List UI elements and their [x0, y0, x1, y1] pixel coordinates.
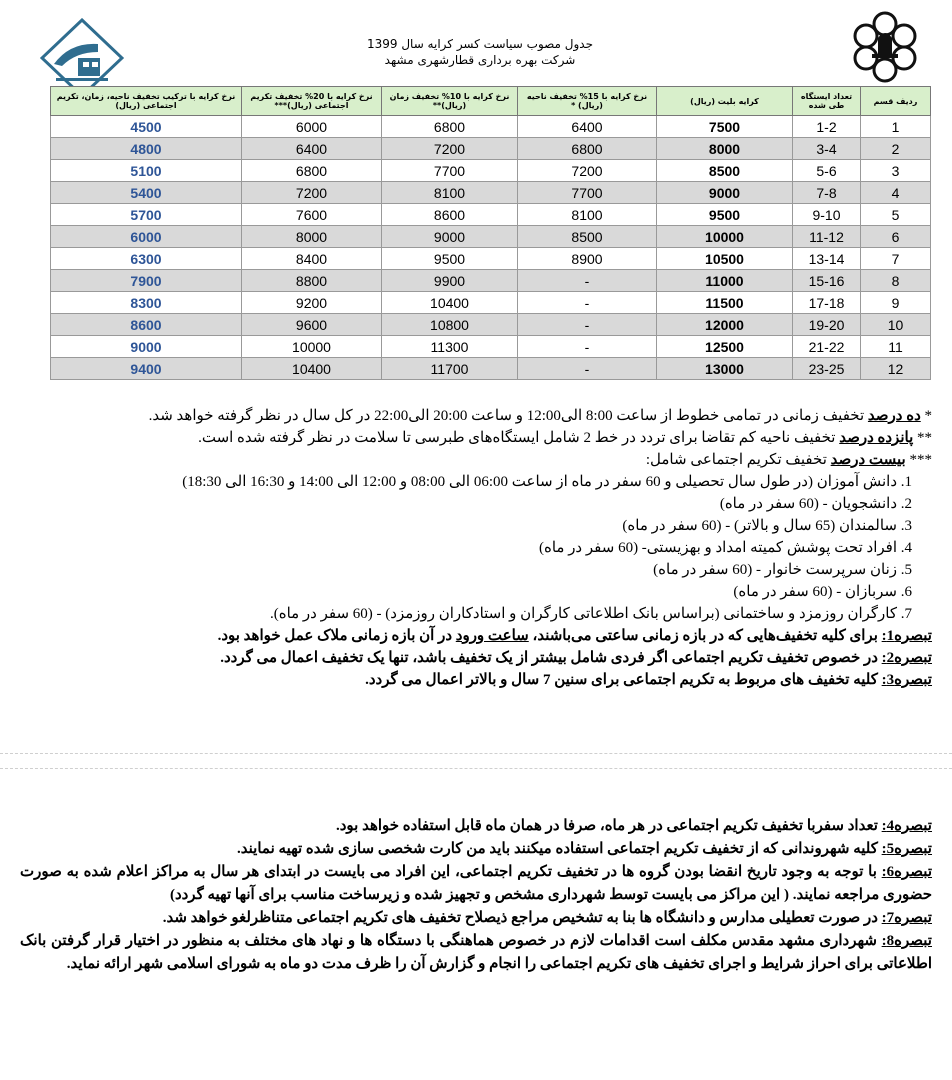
- footnote-label: تبصره6:: [881, 864, 933, 880]
- cell-combined-discount: 9000: [51, 336, 242, 358]
- footnote-text: تعداد سفربا تخفیف تکریم اجتماعی در هر ماه، صرفا در همان ماه قابل استفاده خواهد بود.: [335, 818, 882, 834]
- note-bold: پانزده درصد: [839, 430, 914, 446]
- cell-combined-discount: 7900: [51, 270, 242, 292]
- footnote-text: کلیه تخفیف های مربوط به تکریم اجتماعی برای سنین 7 سال و بالاتر اعمال می گردد.: [365, 672, 882, 688]
- cell-row-number: 8: [861, 270, 931, 292]
- cell-social-discount: 6800: [242, 160, 382, 182]
- note-social-discount: [20, 449, 932, 471]
- table-row: [51, 270, 931, 292]
- footnote-7: [20, 907, 932, 930]
- cell-area-discount: 6800: [518, 138, 657, 160]
- table-row: [51, 248, 931, 270]
- note-bold: ده درصد: [867, 408, 921, 424]
- header-stations: تعداد ایستگاه طی شده: [793, 87, 861, 116]
- cell-combined-discount: 5700: [51, 204, 242, 226]
- note-marker: ***: [905, 452, 932, 468]
- cell-area-discount: 8500: [518, 226, 657, 248]
- cell-ticket-fare: 13000: [657, 358, 793, 380]
- cell-ticket-fare: 8500: [657, 160, 793, 182]
- note-text: تخفیف ناحیه کم تقاضا برای تردد در خط 2 شامل ایستگاه‌های طبرسی تا سلامت در نظر گرفته شده است.: [198, 430, 840, 446]
- cell-ticket-fare: 11500: [657, 292, 793, 314]
- cell-area-discount: -: [518, 336, 657, 358]
- cell-row-number: 9: [861, 292, 931, 314]
- table-row: [51, 116, 931, 138]
- notes-section-2: [20, 815, 932, 976]
- cell-stations: 1-2: [793, 116, 861, 138]
- cell-stations: 7-8: [793, 182, 861, 204]
- cell-area-discount: 7200: [518, 160, 657, 182]
- cell-ticket-fare: 10000: [657, 226, 793, 248]
- table-row: [51, 336, 931, 358]
- list-item: 1. دانش آموزان (در طول سال تحصیلی و 60 سفر در ماه از ساعت 06:00 الی 08:00 و 12:00 الی 14:00 و 16:30 الی 18:30): [182, 474, 912, 490]
- table-row: [51, 226, 931, 248]
- cell-row-number: 7: [861, 248, 931, 270]
- header-combined-discount: نرخ کرایه با ترکیب تخفیف ناحیه، زمان، تکریم اجتماعی (ریال): [51, 87, 242, 116]
- list-item: 4. افراد تحت پوشش کمیته امداد و بهزیستی- (60 سفر در ماه): [538, 540, 912, 556]
- footnote-5: [20, 838, 932, 861]
- table-row: [51, 292, 931, 314]
- social-discount-list: [20, 471, 932, 625]
- cell-social-discount: 7200: [242, 182, 382, 204]
- list-item: 7. کارگران روزمزد و ساختمانی (براساس بانک اطلاعاتی کارگران و استادکاران روزمزد) - (60 سفر در ماه).: [269, 606, 912, 622]
- cell-combined-discount: 8600: [51, 314, 242, 336]
- header-ticket-fare: کرایه بلیت (ریال): [657, 87, 793, 116]
- cell-row-number: 4: [861, 182, 931, 204]
- footnote-label: تبصره2:: [881, 650, 932, 666]
- cell-ticket-fare: 9000: [657, 182, 793, 204]
- footnote-label: تبصره4:: [881, 818, 932, 834]
- cell-stations: 15-16: [793, 270, 861, 292]
- footnote-label: تبصره5:: [881, 841, 932, 857]
- footnote-label: تبصره8:: [881, 933, 932, 949]
- cell-time-discount: 9000: [382, 226, 518, 248]
- list-item: 5. زنان سرپرست خانوار - (60 سفر در ماه): [653, 562, 912, 578]
- cell-ticket-fare: 11000: [657, 270, 793, 292]
- footnote-4: [20, 815, 932, 838]
- cell-time-discount: 10800: [382, 314, 518, 336]
- cell-social-discount: 6000: [242, 116, 382, 138]
- cell-combined-discount: 4500: [51, 116, 242, 138]
- page-divider: [0, 753, 952, 754]
- cell-row-number: 3: [861, 160, 931, 182]
- cell-row-number: 11: [861, 336, 931, 358]
- list-item: 3. سالمندان (65 سال و بالاتر) - (60 سفر در ماه): [622, 518, 912, 534]
- footnote-text: برای کلیه تخفیف‌هایی که در بازه زمانی ساعتی می‌باشند،: [528, 628, 882, 644]
- cell-stations: 17-18: [793, 292, 861, 314]
- header-row-number: ردیف قسم: [861, 87, 931, 116]
- cell-row-number: 10: [861, 314, 931, 336]
- cell-ticket-fare: 8000: [657, 138, 793, 160]
- cell-time-discount: 8600: [382, 204, 518, 226]
- cell-stations: 9-10: [793, 204, 861, 226]
- title-line-1: جدول مصوب سیاست کسر کرایه سال 1399: [366, 37, 594, 51]
- table-body: [51, 116, 931, 380]
- note-marker: *: [920, 408, 932, 424]
- footnote-label: تبصره1:: [881, 628, 932, 644]
- footnote-text: در آن بازه زمانی ملاک عمل خواهد بود.: [217, 628, 456, 644]
- header-social-discount: نرخ کرایه با 20% تخفیف تکریم اجتماعی (ریال)***: [242, 87, 382, 116]
- header-time-discount: نرخ کرایه با 10% تخفیف زمان (ریال)**: [382, 87, 518, 116]
- cell-row-number: 5: [861, 204, 931, 226]
- page-divider: [0, 768, 952, 769]
- cell-social-discount: 8400: [242, 248, 382, 270]
- cell-time-discount: 9900: [382, 270, 518, 292]
- cell-area-discount: 8900: [518, 248, 657, 270]
- cell-stations: 13-14: [793, 248, 861, 270]
- cell-ticket-fare: 9500: [657, 204, 793, 226]
- footnote-3: [20, 669, 932, 691]
- cell-time-discount: 9500: [382, 248, 518, 270]
- cell-ticket-fare: 12000: [657, 314, 793, 336]
- table-row: [51, 204, 931, 226]
- footnote-text: کلیه شهروندانی که از تخفیف تکریم اجتماعی استفاده میکنند باید من کارت شخصی سازی شده تهیه نمایند.: [237, 841, 882, 857]
- cell-time-discount: 7700: [382, 160, 518, 182]
- document-title: [330, 36, 630, 68]
- cell-combined-discount: 6300: [51, 248, 242, 270]
- cell-row-number: 12: [861, 358, 931, 380]
- fare-table: [50, 86, 931, 380]
- cell-time-discount: 6800: [382, 116, 518, 138]
- note-text: تخفیف زمانی در تمامی خطوط از ساعت 8:00 الی12:00 و ساعت 20:00 الی22:00 در کل سال در نظر گرفته خواهد شد.: [148, 408, 868, 424]
- cell-ticket-fare: 12500: [657, 336, 793, 358]
- footnote-underline: ساعت ورود: [455, 628, 529, 644]
- cell-ticket-fare: 10500: [657, 248, 793, 270]
- table-row: [51, 182, 931, 204]
- note-text: تخفیف تکریم اجتماعی شامل:: [645, 452, 831, 468]
- cell-time-discount: 8100: [382, 182, 518, 204]
- footnote-text: با توجه به وجود تاریخ انقضا بودن گروه ها در تخفیف تکریم اجتماعی، این افراد می بایست در ابتدای هر سال به مراکز اعلام شده به صورت حضوری مراجعه نمایند. ( این مراکز می بایست توسط شهرداری مشخص و تجهیز شده و زیرساخت مناسب برای آنها تهیه گردد): [20, 864, 932, 903]
- footnote-text: در صورت تعطیلی مدارس و دانشگاه ها بنا به تشخیص مراجع ذیصلاح تخفیف های تکریم اجتماعی متناظرلغو خواهد شد.: [162, 910, 882, 926]
- cell-stations: 19-20: [793, 314, 861, 336]
- cell-area-discount: -: [518, 358, 657, 380]
- footnote-text: در خصوص تخفیف تکریم اجتماعی اگر فردی شامل بیشتر از یک تخفیف باشد، تنها یک تخفیف اعمال می گردد.: [220, 650, 882, 666]
- cell-social-discount: 7600: [242, 204, 382, 226]
- footnote-1: [20, 625, 932, 647]
- cell-row-number: 1: [861, 116, 931, 138]
- table-row: [51, 138, 931, 160]
- footnote-label: تبصره3:: [881, 672, 932, 688]
- header-area-discount: نرخ کرایه با 15% تخفیف ناحیه (ریال) *: [518, 87, 657, 116]
- cell-area-discount: 7700: [518, 182, 657, 204]
- cell-social-discount: 10400: [242, 358, 382, 380]
- note-area-discount: [20, 427, 932, 449]
- table-row: [51, 160, 931, 182]
- list-item: 2. دانشجویان - (60 سفر در ماه): [719, 496, 912, 512]
- cell-social-discount: 8000: [242, 226, 382, 248]
- cell-combined-discount: 9400: [51, 358, 242, 380]
- cell-stations: 5-6: [793, 160, 861, 182]
- cell-area-discount: -: [518, 314, 657, 336]
- cell-social-discount: 9200: [242, 292, 382, 314]
- list-item: 6. سربازان - (60 سفر در ماه): [733, 584, 912, 600]
- cell-row-number: 2: [861, 138, 931, 160]
- cell-social-discount: 9600: [242, 314, 382, 336]
- cell-social-discount: 8800: [242, 270, 382, 292]
- note-marker: **: [913, 430, 932, 446]
- note-time-discount: [20, 405, 932, 427]
- cell-ticket-fare: 7500: [657, 116, 793, 138]
- cell-combined-discount: 5400: [51, 182, 242, 204]
- cell-area-discount: 6400: [518, 116, 657, 138]
- cell-row-number: 6: [861, 226, 931, 248]
- footnote-label: تبصره7:: [881, 910, 932, 926]
- cell-area-discount: -: [518, 292, 657, 314]
- cell-combined-discount: 8300: [51, 292, 242, 314]
- title-line-2: شرکت بهره برداری قطارشهری مشهد: [384, 53, 576, 67]
- footnote-2: [20, 647, 932, 669]
- cell-stations: 3-4: [793, 138, 861, 160]
- cell-time-discount: 10400: [382, 292, 518, 314]
- notes-section: [20, 405, 932, 691]
- cell-combined-discount: 4800: [51, 138, 242, 160]
- cell-time-discount: 11700: [382, 358, 518, 380]
- cell-combined-discount: 6000: [51, 226, 242, 248]
- cell-social-discount: 10000: [242, 336, 382, 358]
- cell-social-discount: 6400: [242, 138, 382, 160]
- footnote-text: شهرداری مشهد مقدس مکلف است اقدامات لازم در خصوص هماهنگی با دستگاه ها و نهاد های مختلف به منظور در اختیار قرار گرفتن بانک اطلاعاتی برای احراز شرایط و اجرای تخفیف های تکریم اجتماعی را انجام و گزارش آن را ظرف مدت دو ماه به شورای اسلامی شهر ارائه نماید.: [20, 933, 932, 972]
- footnote-8: [20, 930, 932, 976]
- footnote-6: [20, 861, 932, 907]
- cell-stations: 21-22: [793, 336, 861, 358]
- cell-area-discount: -: [518, 270, 657, 292]
- note-bold: بیست درصد: [830, 452, 906, 468]
- cell-time-discount: 7200: [382, 138, 518, 160]
- table-row: [51, 314, 931, 336]
- cell-area-discount: 8100: [518, 204, 657, 226]
- cell-stations: 23-25: [793, 358, 861, 380]
- cell-stations: 11-12: [793, 226, 861, 248]
- table-row: [51, 358, 931, 380]
- cell-combined-discount: 5100: [51, 160, 242, 182]
- cell-time-discount: 11300: [382, 336, 518, 358]
- table-header-row: [51, 87, 931, 116]
